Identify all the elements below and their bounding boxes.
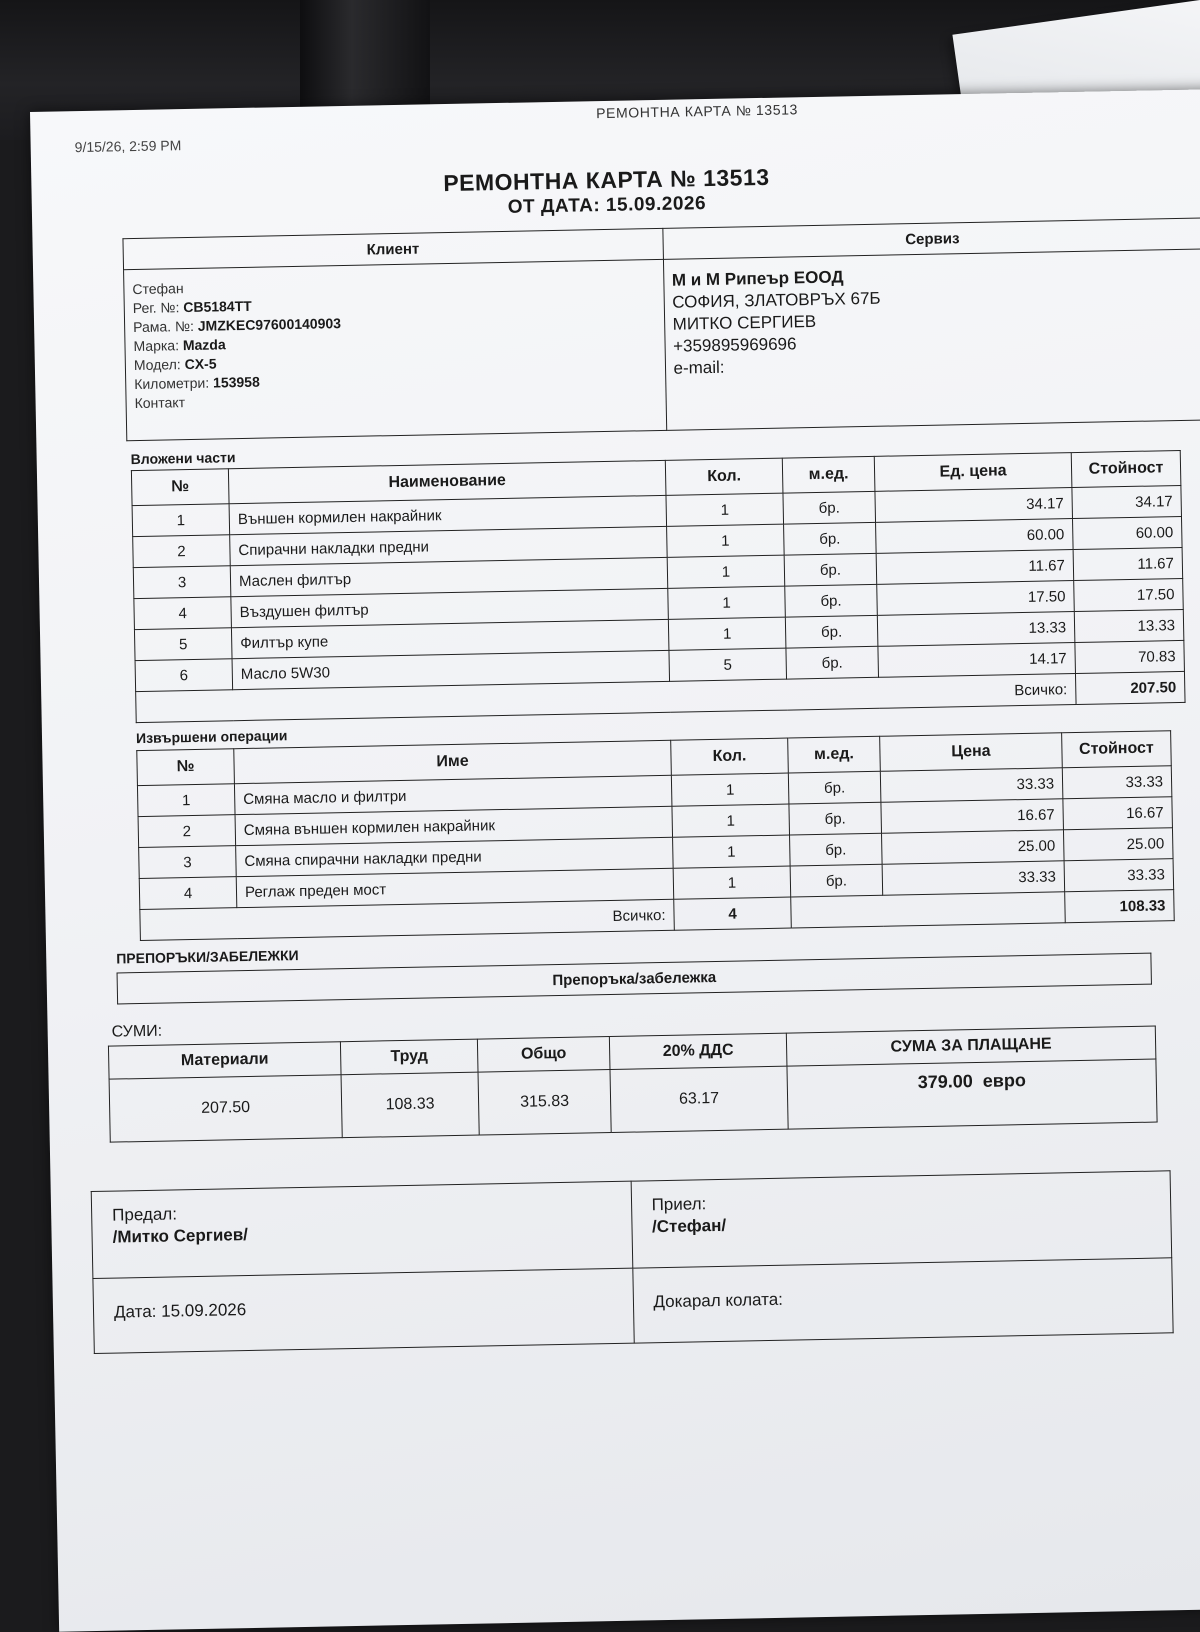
document-date: ОТ ДАТА: 15.09.2026 [507, 193, 707, 218]
parts-section-label: Вложени части [130, 449, 236, 468]
parts-cell-unit: бр. [786, 646, 879, 679]
parts-total-label: Всичко: [136, 674, 1076, 723]
client-km: Километри: 153958 [134, 373, 260, 393]
parts-cell-unit: бр. [785, 584, 878, 617]
sums-col-total: Общо [477, 1037, 610, 1073]
parts-col-qty: Кол. [665, 458, 783, 495]
operations-table [136, 730, 1174, 941]
parts-cell-name: Масло 5W30 [232, 650, 670, 689]
parts-total-value: 207.50 [1075, 671, 1185, 704]
ops-cell-amount: 16.67 [1063, 797, 1173, 830]
sums-col-vat: 20% ДДС [609, 1033, 787, 1069]
client-contact: Контакт [134, 394, 186, 412]
parts-cell-qty: 1 [668, 586, 786, 619]
parts-col-unit: м.ед. [782, 456, 875, 493]
parts-cell-amount: 60.00 [1072, 516, 1182, 549]
client-reg: Рег. №: СВ5184ТТ [132, 297, 252, 317]
ops-cell-unit: бр. [790, 833, 883, 866]
parts-cell-no: 5 [134, 628, 232, 661]
parts-cell-name: Филтър купе [231, 619, 669, 658]
ops-cell-name: Смяна външен кормилен накрайник [235, 806, 673, 845]
ops-cell-amount: 25.00 [1063, 828, 1173, 861]
parts-col-name: Наименование [228, 460, 666, 503]
ops-total-value: 108.33 [1065, 890, 1175, 923]
sums-payable-value: 379.00 евро [787, 1059, 1157, 1129]
sums-labor-value: 108.33 [341, 1072, 479, 1138]
notes-header: Препоръка/забележка [117, 953, 1151, 1004]
ops-col-qty: Кол. [671, 738, 789, 775]
client-vin: Рама. №: JMZKEC97600140903 [132, 315, 342, 336]
ops-cell-name: Реглаж преден мост [236, 868, 674, 907]
client-name: Стефан [132, 280, 184, 298]
operations-section-label: Извършени операции [135, 727, 288, 747]
sums-col-materials: Материали [108, 1042, 341, 1079]
parts-cell-no: 6 [135, 659, 233, 692]
parts-cell-unit: бр. [785, 615, 878, 648]
parts-cell-unit: бр. [783, 491, 876, 524]
parts-cell-amount: 11.67 [1073, 547, 1183, 580]
ops-cell-no: 4 [139, 877, 237, 910]
client-make: Марка: Mazda [133, 336, 226, 355]
parts-cell-amount: 13.33 [1074, 609, 1184, 642]
service-company: М и М Рипеър ЕООД [671, 267, 844, 290]
sums-total-value: 315.83 [478, 1070, 611, 1136]
service-email: e-mail: [673, 357, 725, 378]
sums-col-labor: Труд [340, 1039, 478, 1075]
handed-over-label: Предал: [112, 1204, 178, 1225]
ops-cell-price: 25.00 [882, 830, 1065, 864]
handed-over-name: /Митко Сергиев/ [112, 1225, 249, 1247]
sums-section-label: СУМИ: [111, 1022, 163, 1041]
notes-section-label: ПРЕПОРЪКИ/ЗАБЕЛЕЖКИ [116, 946, 299, 967]
ops-col-unit: м.ед. [788, 736, 881, 773]
parts-cell-amount: 34.17 [1072, 485, 1182, 518]
service-person: МИТКО СЕРГИЕВ [672, 311, 817, 334]
ops-cell-qty: 1 [673, 866, 791, 899]
parts-col-unit-price: Ед. цена [874, 453, 1072, 492]
parts-cell-price: 60.00 [876, 519, 1074, 554]
handed-over-cell [91, 1181, 632, 1278]
ops-col-price: Цена [880, 733, 1063, 771]
ops-col-name: Име [234, 740, 672, 783]
ops-cell-unit: бр. [789, 802, 882, 835]
parts-cell-price: 34.17 [875, 488, 1073, 523]
signatures-table [91, 1170, 1174, 1354]
sums-vat-value: 63.17 [610, 1066, 788, 1132]
parts-table [131, 450, 1186, 723]
ops-total-spacer [791, 892, 1066, 928]
repair-card-sheet [30, 89, 1200, 1632]
ops-col-amount: Стойност [1062, 731, 1172, 768]
client-heading: Клиент [123, 228, 663, 269]
sums-col-payable: СУМА ЗА ПЛАЩАНЕ [786, 1026, 1156, 1066]
parts-cell-amount: 17.50 [1074, 578, 1184, 611]
parts-cell-no: 1 [132, 504, 230, 537]
seat-strap [300, 0, 430, 120]
ops-cell-no: 2 [138, 815, 236, 848]
parts-cell-no: 3 [133, 566, 231, 599]
ops-cell-price: 33.33 [880, 768, 1063, 802]
parts-cell-unit: бр. [784, 553, 877, 586]
parts-col-no: № [131, 469, 229, 506]
client-service-table [122, 218, 1200, 442]
ops-cell-unit: бр. [790, 864, 883, 897]
parts-cell-qty: 1 [667, 524, 785, 557]
ops-cell-qty: 1 [671, 773, 789, 806]
ops-cell-price: 16.67 [881, 799, 1064, 833]
brought-car-label: Докарал колата: [632, 1258, 1173, 1343]
ops-total-qty: 4 [674, 897, 792, 930]
parts-cell-price: 11.67 [876, 550, 1074, 585]
parts-cell-no: 4 [134, 597, 232, 630]
ops-cell-name: Смяна масло и филтри [234, 775, 672, 814]
parts-col-amount: Стойност [1071, 450, 1181, 487]
parts-cell-qty: 1 [668, 617, 786, 650]
parts-cell-qty: 5 [669, 648, 787, 681]
operations-rows [137, 766, 1173, 910]
print-timestamp: 9/15/26, 2:59 PM [74, 137, 182, 156]
parts-cell-name: Външен кормилен накрайник [229, 495, 667, 534]
parts-cell-name: Въздушен филтър [231, 588, 669, 627]
client-details [124, 259, 667, 440]
parts-cell-price: 14.17 [878, 643, 1076, 678]
ops-cell-name: Смяна спирачни накладки предни [236, 837, 674, 876]
client-model: Модел: CX-5 [133, 355, 217, 374]
ops-cell-price: 33.33 [882, 861, 1065, 895]
received-name: /Стефан/ [651, 1215, 727, 1237]
ops-total-label: Всичко: [140, 899, 674, 940]
ops-cell-no: 1 [137, 784, 235, 817]
parts-cell-name: Спирачни накладки предни [230, 526, 668, 565]
parts-cell-qty: 1 [667, 555, 785, 588]
ops-cell-no: 3 [139, 846, 237, 879]
service-address: СОФИЯ, ЗЛАТОВРЪХ 67Б [672, 288, 881, 312]
ops-cell-qty: 1 [672, 804, 790, 837]
document-title: РЕМОНТНА КАРТА № 13513 [443, 163, 770, 197]
ops-cell-amount: 33.33 [1062, 766, 1172, 799]
parts-cell-no: 2 [133, 535, 231, 568]
received-cell [631, 1171, 1172, 1268]
service-details [663, 249, 1200, 430]
parts-cell-amount: 70.83 [1075, 640, 1185, 673]
parts-cell-qty: 1 [666, 493, 784, 526]
parts-cell-price: 13.33 [877, 612, 1075, 647]
parts-cell-unit: бр. [784, 522, 877, 555]
parts-rows [132, 485, 1184, 691]
parts-cell-price: 17.50 [877, 581, 1075, 616]
service-heading: Сервиз [662, 218, 1200, 259]
sums-materials-value: 207.50 [109, 1075, 342, 1142]
parts-cell-name: Маслен филтър [230, 557, 668, 596]
ops-cell-unit: бр. [788, 771, 881, 804]
ops-col-no: № [137, 749, 235, 786]
received-label: Приел: [651, 1194, 707, 1215]
ops-cell-qty: 1 [673, 835, 791, 868]
ops-cell-amount: 33.33 [1064, 859, 1174, 892]
signature-date: Дата: 15.09.2026 [93, 1268, 634, 1353]
service-phone: +359895969696 [672, 334, 797, 356]
sums-table [108, 1026, 1158, 1143]
print-page-header: РЕМОНТНА КАРТА № 13513 [595, 101, 799, 122]
